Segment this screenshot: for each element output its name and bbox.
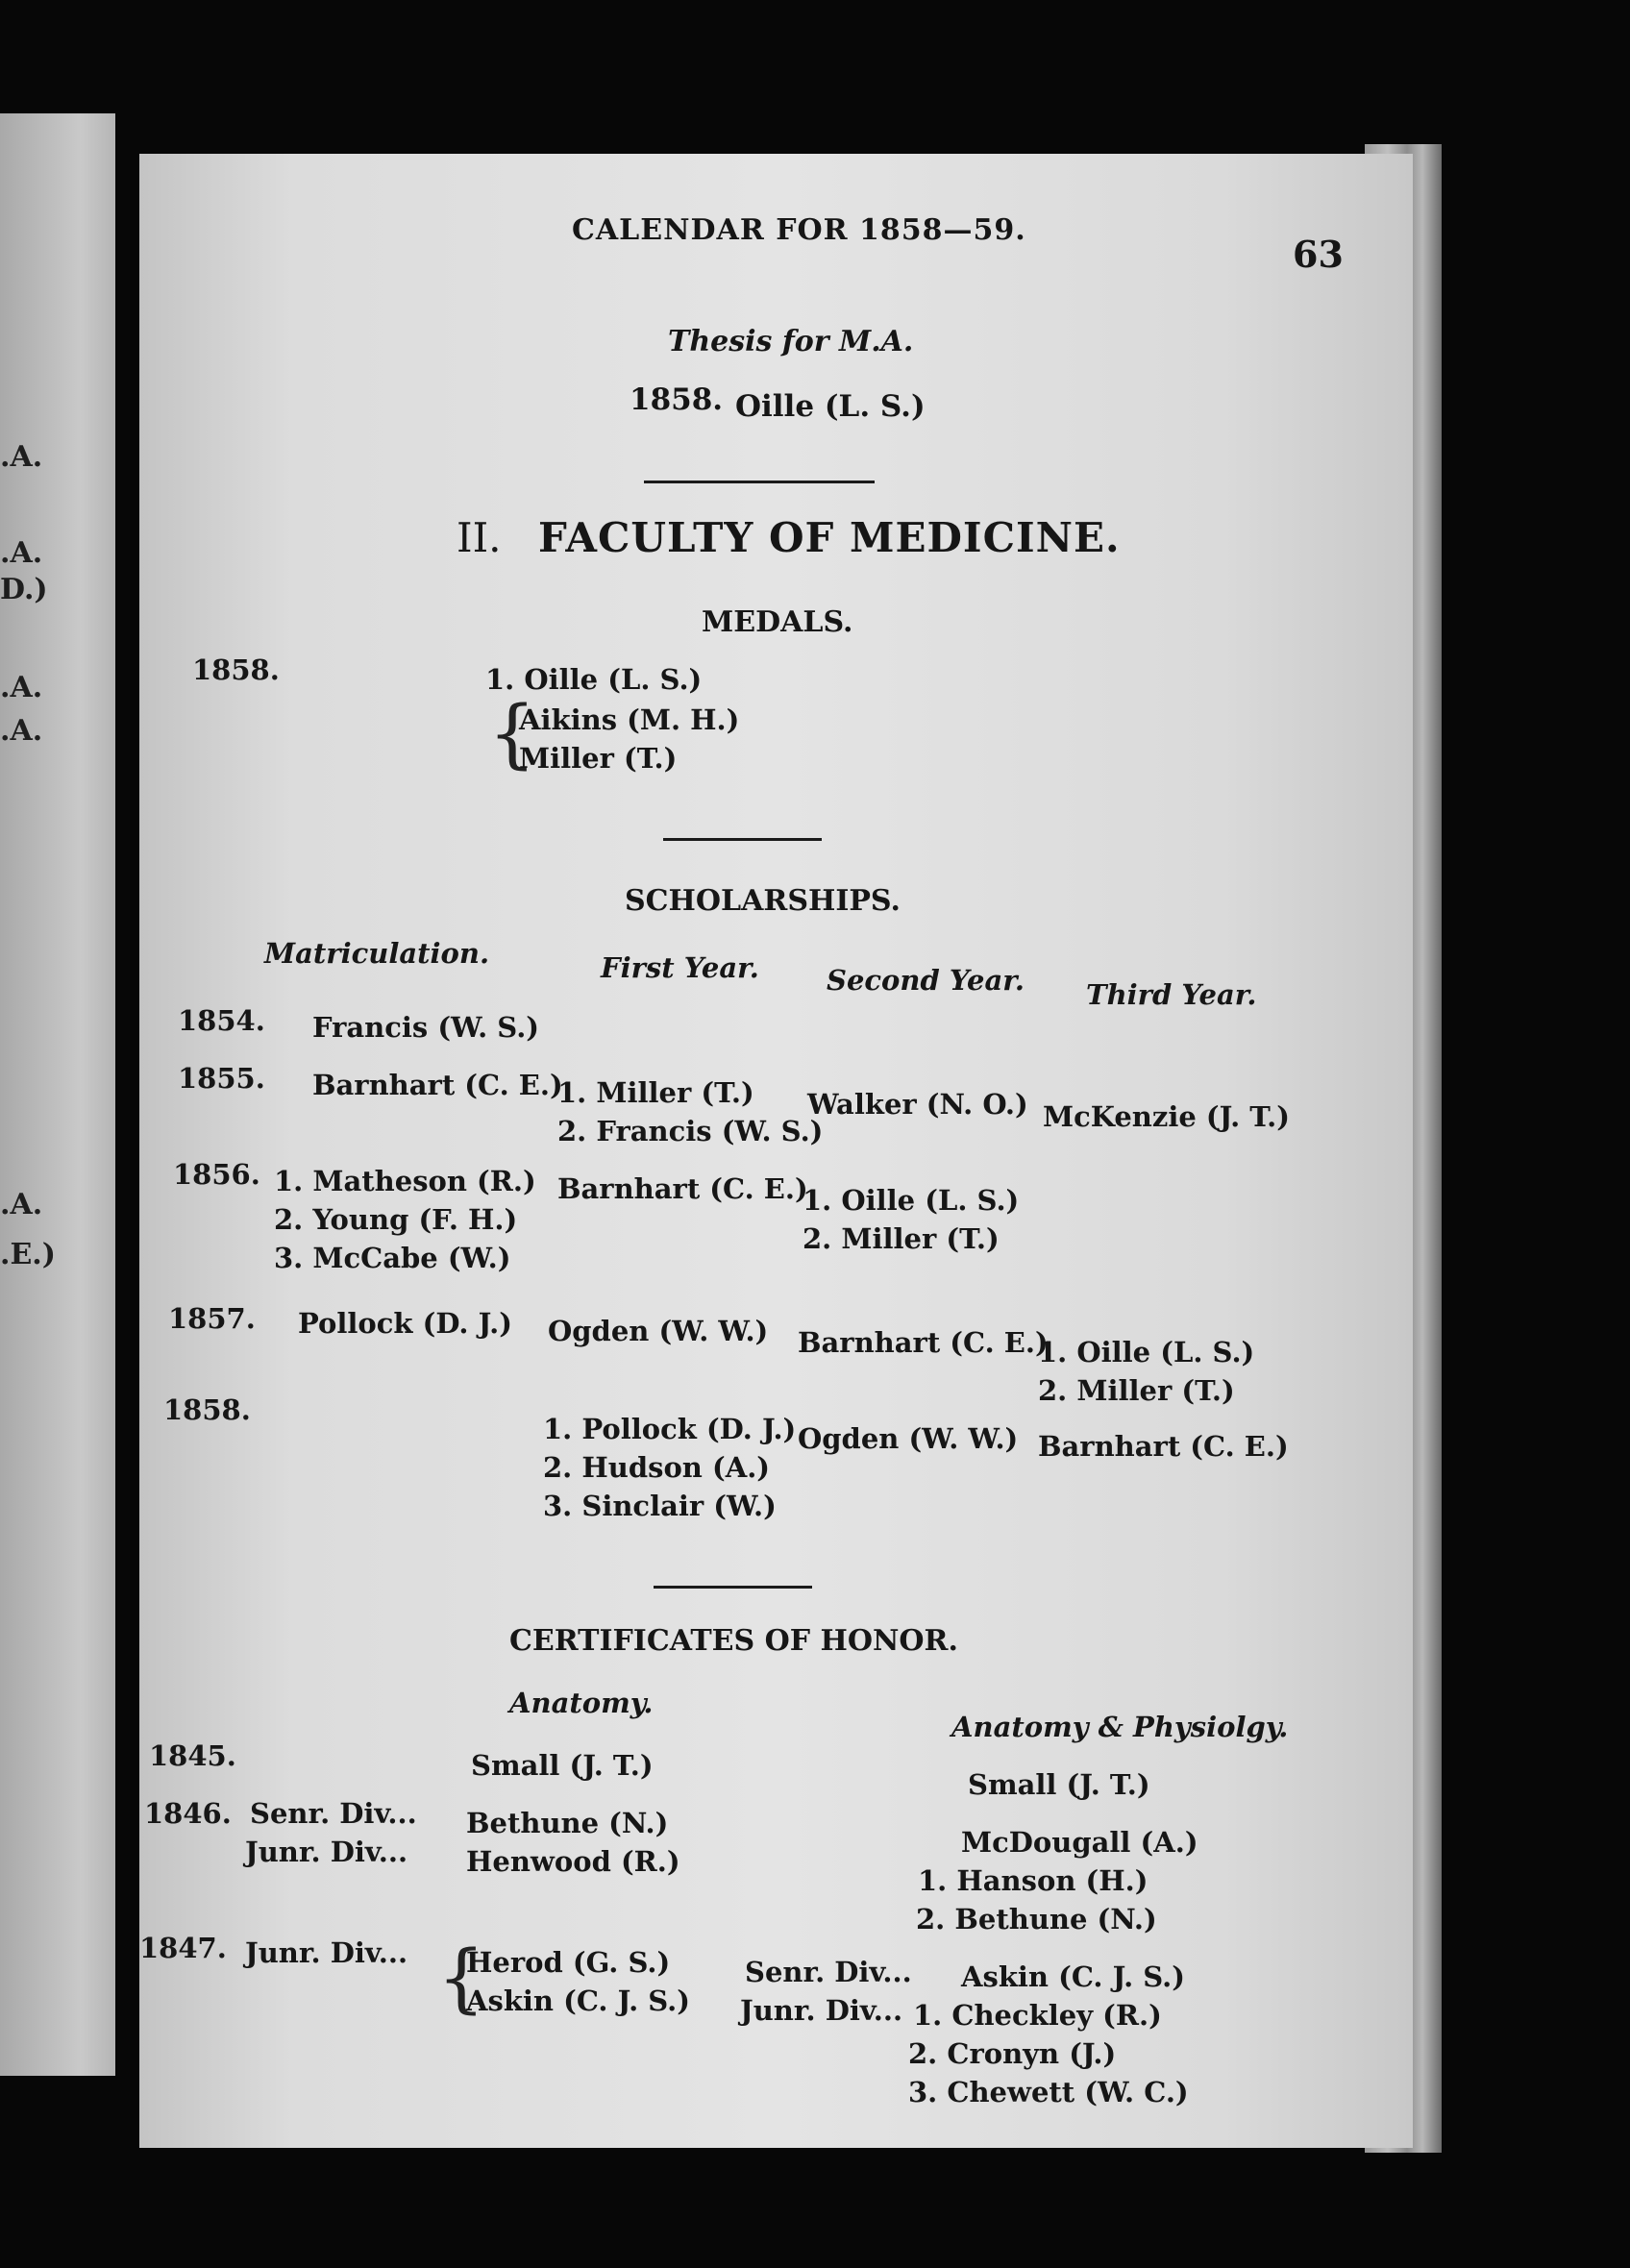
certificate-entry: 2. Cronyn (J.): [908, 2037, 1117, 2070]
left-page-fragment: [0, 113, 115, 2076]
certificate-entry: McDougall (A.): [961, 1826, 1198, 1859]
scholarship-entry: 2. Miller (T.): [803, 1222, 1000, 1255]
certificate-entry: Henwood (R.): [466, 1845, 680, 1878]
scholarship-entry: 2. Hudson (A.): [543, 1451, 771, 1484]
page: [139, 154, 1413, 2148]
column-header-matriculation: Matriculation.: [264, 937, 490, 970]
scholarship-entry: Ogden (W. W.): [798, 1422, 1019, 1455]
certificate-year: 1846.: [144, 1797, 232, 1830]
column-header-second-year: Second Year.: [827, 964, 1025, 997]
scholarship-entry: 3. McCabe (W.): [274, 1242, 511, 1274]
certificate-entry: Small (J. T.): [968, 1768, 1150, 1801]
faculty-numeral: II.: [457, 514, 502, 561]
scholarship-entry: 2. Miller (T.): [1038, 1374, 1235, 1407]
page-number: 63: [1293, 233, 1344, 276]
faculty-title: FACULTY OF MEDICINE.: [538, 514, 1121, 561]
scholarship-entry: 1. Oille (L. S.): [1038, 1336, 1255, 1368]
brace-icon: {: [488, 691, 536, 777]
left-fragment-text: .E.): [0, 1238, 56, 1271]
scholarship-entry: Ogden (W. W.): [548, 1315, 769, 1347]
medals-heading: MEDALS.: [702, 605, 853, 639]
scholarship-entry: 1. Pollock (D. J.): [543, 1413, 797, 1445]
left-fragment-text: .A.: [0, 714, 43, 748]
scholarship-entry: Walker (N. O.): [807, 1088, 1028, 1121]
scholarship-year: 1856.: [173, 1158, 260, 1191]
certificate-entry: Herod (G. S.): [466, 1946, 671, 1979]
scholarship-year: 1858.: [163, 1393, 251, 1426]
scholarship-entry: 1. Miller (T.): [557, 1076, 754, 1109]
certificate-entry: Bethune (N.): [466, 1807, 669, 1839]
scholarship-entry: Barnhart (C. E.): [1038, 1430, 1289, 1463]
certificate-entry: 3. Chewett (W. C.): [908, 2076, 1189, 2108]
column-header-anatomy: Anatomy.: [509, 1687, 654, 1719]
division-label: Junr. Div...: [740, 1994, 903, 2027]
scholarship-entry: 3. Sinclair (W.): [543, 1490, 777, 1522]
divider: [654, 1586, 812, 1589]
column-header-anatomy-physiology: Anatomy & Physiolgy.: [951, 1711, 1289, 1743]
thesis-heading: Thesis for M.A.: [668, 325, 914, 358]
column-header-third-year: Third Year.: [1086, 978, 1257, 1011]
scholarships-heading: SCHOLARSHIPS.: [625, 884, 901, 918]
certificates-heading: CERTIFICATES OF HONOR.: [509, 1624, 958, 1658]
column-header-first-year: First Year.: [601, 951, 759, 984]
scholarship-entry: 1. Oille (L. S.): [803, 1184, 1020, 1217]
divider: [644, 481, 875, 483]
certificate-year: 1847.: [139, 1932, 227, 1964]
medal-item: 1. Oille (L. S.): [485, 663, 703, 696]
scholarship-entry: Barnhart (C. E.): [312, 1069, 563, 1101]
medal-item: Miller (T.): [519, 742, 678, 775]
division-label: Senr. Div...: [250, 1797, 417, 1830]
scholarship-entry: Barnhart (C. E.): [557, 1172, 808, 1205]
scholarship-year: 1857.: [168, 1302, 256, 1335]
medal-item: Aikins (M. H.): [519, 703, 740, 736]
left-fragment-text: .A.: [0, 671, 43, 704]
scholarship-entry: Francis (W. S.): [312, 1011, 540, 1044]
brace-icon: {: [437, 1935, 485, 2022]
scholarship-entry: Barnhart (C. E.): [798, 1326, 1049, 1359]
scholarship-entry: 1. Matheson (R.): [274, 1165, 536, 1197]
certificate-entry: 1. Hanson (H.): [918, 1864, 1148, 1897]
division-label: Senr. Div...: [745, 1956, 912, 1988]
left-fragment-text: .A.: [0, 1188, 43, 1221]
division-label: Junr. Div...: [245, 1936, 408, 1969]
running-title: CALENDAR FOR 1858—59.: [572, 213, 1026, 247]
left-fragment-text: D.): [0, 573, 48, 606]
left-fragment-text: .A.: [0, 536, 43, 570]
thesis-year: 1858.: [630, 382, 724, 417]
scholarship-entry: 2. Francis (W. S.): [557, 1115, 824, 1147]
divider: [663, 838, 822, 841]
scholarship-year: 1854.: [178, 1004, 265, 1037]
thesis-name: Oille (L. S.): [735, 389, 926, 424]
left-fragment-text: .A.: [0, 440, 43, 474]
scholarship-year: 1855.: [178, 1062, 265, 1095]
certificate-entry: Askin (C. J. S.): [466, 1984, 690, 2017]
medals-year: 1858.: [192, 653, 280, 686]
certificate-entry: 1. Checkley (R.): [913, 1999, 1162, 2032]
scholarship-entry: Pollock (D. J.): [298, 1307, 512, 1340]
certificate-entry: Small (J. T.): [471, 1749, 654, 1782]
certificate-year: 1845.: [149, 1739, 236, 1772]
certificate-entry: Askin (C. J. S.): [961, 1960, 1185, 1993]
division-label: Junr. Div...: [245, 1836, 408, 1868]
certificate-entry: 2. Bethune (N.): [916, 1903, 1157, 1935]
scholarship-entry: 2. Young (F. H.): [274, 1203, 518, 1236]
scholarship-entry: McKenzie (J. T.): [1043, 1100, 1290, 1133]
